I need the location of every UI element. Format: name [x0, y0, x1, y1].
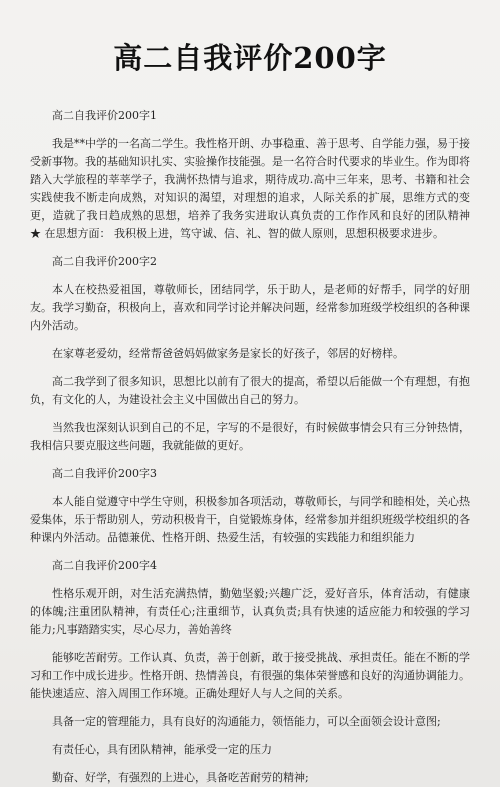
paragraph: 性格乐观开朗，对生活充满热情，勤勉坚毅;兴趣广泛，爱好音乐，体育活动，有健康的体魄;注重团队精神，有责任心;注重细节，认真负责;具有快速的适应能力和较强的学习能力;凡事踏踏实实，尽心尽力，善始善终 — [30, 587, 470, 636]
page-title: 高二自我评价200字 — [113, 41, 387, 75]
paragraph: 具备一定的管理能力，具有良好的沟通能力，领悟能力，可以全面领会设计意图; — [52, 715, 441, 728]
paragraph: 本人在校热爱祖国，尊敬师长，团结同学，乐于助人，是老师的好帮手，同学的好朋友。我学习勤奋，积极向上，喜欢和同学讨论并解决问题，经常参加班级学校组织的各种课内外活动。 — [30, 283, 470, 332]
section-3 — [30, 465, 470, 547]
paragraph: 本人能自觉遵守中学生守则，积极参加各项活动，尊敬师长，与同学和睦相处，关心热爱集体，乐于帮助别人，劳动积极肯干，自觉锻炼身体，经常参加并组织班级学校组织的各种课内外活动。品德兼优、性格开朗、热爱生活，有较强的实践能力和组织能力 — [30, 495, 470, 544]
section-2 — [30, 253, 470, 455]
section-heading: 高二自我评价200字1 — [52, 109, 157, 122]
section-heading: 高二自我评价200字4 — [52, 559, 157, 572]
paragraph: 能够吃苦耐劳。工作认真、负责，善于创新，敢于接受挑战、承担责任。能在不断的学习和工作中成长进步。性格开朗、热情善良，有很强的集体荣誉感和良好的沟通协调能力。能快速适应、溶入周围工作环境。正确处理好人与人之间的关系。 — [30, 651, 470, 700]
paragraph: 勤奋、好学，有强烈的上进心，具备吃苦耐劳的精神; — [52, 771, 309, 784]
paragraph: 有责任心，具有团队精神，能承受一定的压力 — [52, 743, 272, 756]
paragraph: 在家尊老爱幼，经常帮爸爸妈妈做家务是家长的好孩子，邻居的好榜样。 — [52, 347, 404, 360]
section-heading: 高二自我评价200字3 — [52, 467, 157, 480]
section-1 — [30, 107, 470, 243]
paragraph: 我是**中学的一名高二学生。我性格开朗、办事稳重、善于思考、自学能力强，易于接受新事物。我的基础知识扎实、实验操作技能强。是一名符合时代要求的毕业生。作为即将踏入大学旅程的莘莘学子，我满怀热情与追求，期待成功.高中三年来，思考、书籍和社会实践使我不断走向成熟，对知识的渴望，对理想的追求，人际关系的扩展，思维方式的变更，造就了我日趋成熟的思想，培养了我务实进取认真负责的工作作风和良好的团队精神 ★ 在思想方面： 我积极上进，笃守诚、信、礼、智的做人原则，思想积极要求进步。 — [30, 137, 470, 240]
section-4 — [30, 557, 470, 787]
section-heading: 高二自我评价200字2 — [52, 255, 157, 268]
paragraph: 高二我学到了很多知识，思想比以前有了很大的提高，希望以后能做一个有理想，有抱负，有文化的人，为建设社会主义中国做出自己的努力。 — [30, 375, 470, 406]
paragraph: 当然我也深刻认识到自己的不足，字写的不是很好，有时候做事情会只有三分钟热情，我相信只要克服这些问题，我就能做的更好。 — [30, 421, 470, 452]
